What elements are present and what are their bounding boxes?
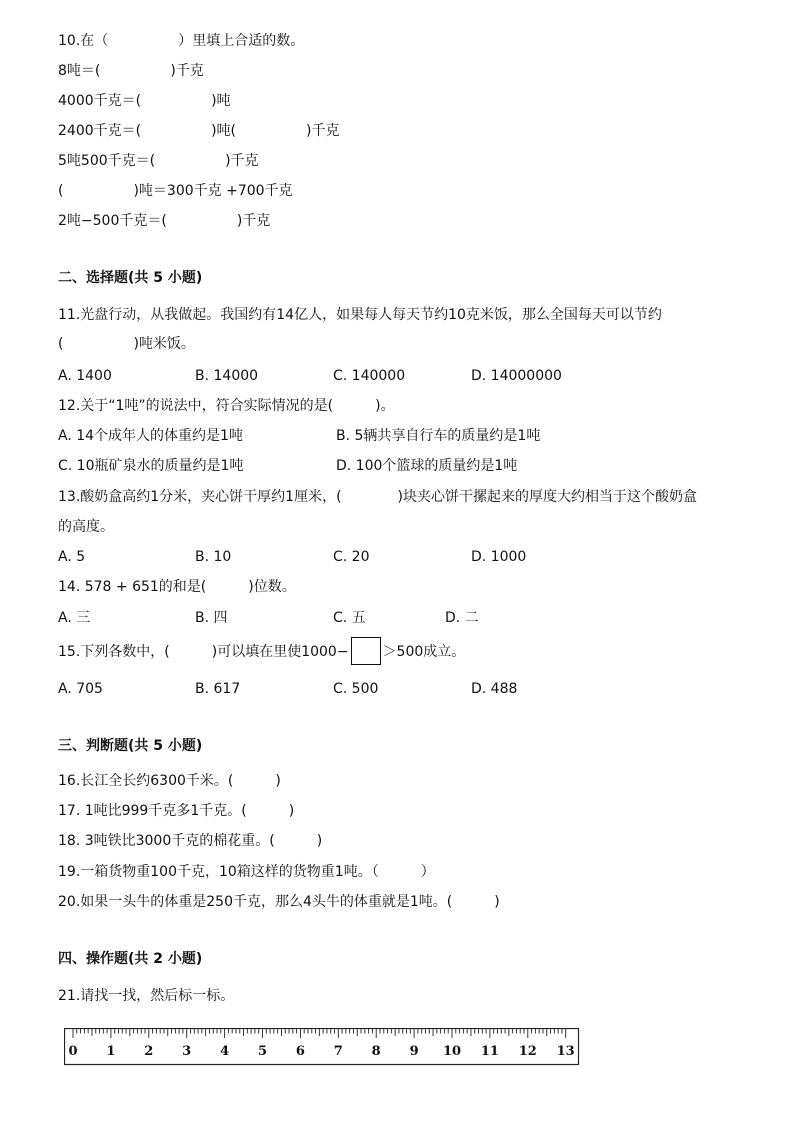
- q20: 20.如果一头牛的体重是250千克，那么4头牛的体重就是1吨。( ): [58, 894, 500, 910]
- q11-option-c[interactable]: C. 140000: [333, 368, 406, 384]
- ruler-label: 11: [480, 1044, 499, 1059]
- q14-stem: 14. 578 + 651的和是( )位数。: [58, 579, 296, 595]
- q13-option-c[interactable]: C. 20: [333, 549, 370, 565]
- q10-item-2: 4000千克＝( )吨: [58, 93, 231, 109]
- q15-stem: [58, 638, 465, 666]
- ruler-label: 8: [371, 1044, 381, 1059]
- ruler-label: 5: [257, 1044, 268, 1059]
- ruler-outline: [65, 1029, 579, 1065]
- q15-option-a[interactable]: A. 705: [58, 681, 103, 697]
- q15-answer-box[interactable]: [351, 637, 381, 665]
- ruler-label: 2: [144, 1044, 154, 1059]
- q12-stem: 12.关于“1吨”的说法中，符合实际情况的是( )。: [58, 398, 395, 414]
- q12-option-a[interactable]: A. 14个成年人的体重约是1吨: [58, 428, 243, 444]
- q10-item-4: 5吨500千克＝( )千克: [58, 153, 259, 169]
- q13-stem-line1: 13.酸奶盒高约1分米，夹心饼干厚约1厘米，( )块夹心饼干摞起来的厚度大约相当于这个酸奶盒: [58, 489, 698, 505]
- ruler-label: 7: [333, 1044, 343, 1059]
- q15-option-b[interactable]: B. 617: [195, 681, 241, 697]
- q11-option-b[interactable]: B. 14000: [195, 368, 259, 384]
- ruler-label: 1: [106, 1044, 116, 1059]
- q15-stem-before: 15.下列各数中，( )可以填在里使1000−: [58, 644, 349, 660]
- ruler[interactable]: [64, 1028, 580, 1070]
- q15-option-d[interactable]: D. 488: [471, 681, 518, 697]
- q10-item-1: 8吨＝( )千克: [58, 63, 204, 79]
- q13-option-b[interactable]: B. 10: [195, 549, 232, 565]
- section-title-operate: 四、操作题(共 2 小题): [58, 951, 203, 967]
- q12-option-b[interactable]: B. 5辆共享自行车的质量约是1吨: [336, 428, 541, 444]
- q13-stem-line2: 的高度。: [58, 519, 114, 535]
- q15-stem-after: ＞500成立。: [382, 644, 466, 660]
- q13-option-a[interactable]: A. 5: [58, 549, 86, 565]
- q12-option-c[interactable]: C. 10瓶矿泉水的质量约是1吨: [58, 458, 244, 474]
- ruler-label: 10: [442, 1044, 462, 1059]
- section-title-choice: 二、选择题(共 5 小题): [58, 270, 203, 286]
- q11-stem-line1: 11.光盘行动，从我做起。我国约有14亿人，如果每人每天节约10克米饭，那么全国每天可以节约: [58, 307, 662, 323]
- q17: 17. 1吨比999千克多1千克。( ): [58, 803, 295, 819]
- q10-item-6: 2吨−500千克＝( )千克: [58, 213, 271, 229]
- ruler-label: 6: [295, 1044, 305, 1059]
- q11-option-d[interactable]: D. 14000000: [471, 368, 562, 384]
- ruler-label: 3: [182, 1044, 192, 1059]
- q13-option-d[interactable]: D. 1000: [471, 549, 527, 565]
- ruler-label: 9: [409, 1044, 419, 1059]
- q21-stem: 21.请找一找，然后标一标。: [58, 988, 235, 1004]
- q11-stem-line2: ( )吨米饭。: [58, 336, 195, 352]
- ruler-label: 0: [68, 1044, 78, 1059]
- q14-option-c[interactable]: C. 五: [333, 610, 366, 626]
- q14-option-b[interactable]: B. 四: [195, 610, 228, 626]
- section-title-judge: 三、判断题(共 5 小题): [58, 738, 203, 754]
- q15-option-c[interactable]: C. 500: [333, 681, 379, 697]
- q10-item-5: ( )吨＝300千克 +700千克: [58, 183, 293, 199]
- q14-option-d[interactable]: D. 二: [445, 610, 479, 626]
- ruler-label: 13: [556, 1044, 575, 1059]
- q10-item-3: 2400千克＝( )吨( )千克: [58, 123, 340, 139]
- ruler-label: 12: [518, 1044, 537, 1059]
- q14-option-a[interactable]: A. 三: [58, 610, 91, 626]
- q16: 16.长江全长约6300千米。( ): [58, 773, 281, 789]
- ruler-svg: [64, 1028, 580, 1066]
- q12-option-d[interactable]: D. 100个篮球的质量约是1吨: [336, 458, 518, 474]
- q10-stem: 10.在（ ）里填上合适的数。: [58, 33, 305, 49]
- q18: 18. 3吨铁比3000千克的棉花重。( ): [58, 833, 323, 849]
- ruler-label: 4: [220, 1044, 230, 1059]
- q11-option-a[interactable]: A. 1400: [58, 368, 112, 384]
- q19: 19.一箱货物重100千克，10箱这样的货物重1吨。（ ）: [58, 864, 435, 880]
